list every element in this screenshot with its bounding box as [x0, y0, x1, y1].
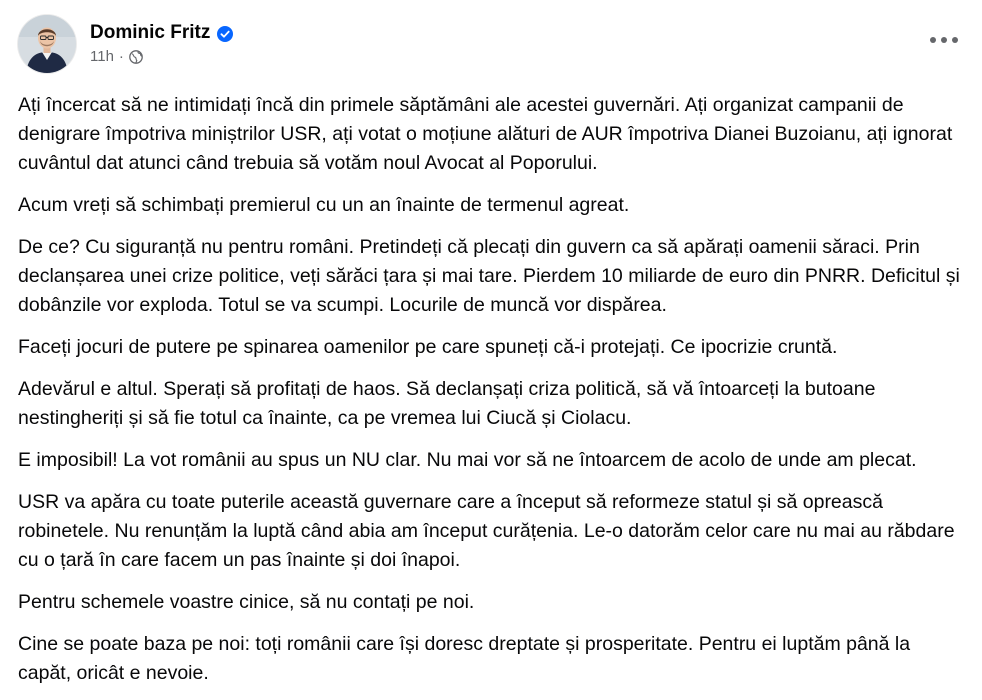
author-name-row	[90, 21, 233, 45]
post-paragraph: Cine se poate baza pe noi: toți românii care își doresc dreptate și prosperitate. Pentru ei luptăm până la capăt, oricât e nevoie.	[18, 633, 911, 684]
post-header	[18, 15, 233, 73]
post-paragraph: Adevărul e altul. Sperați să profitați de haos. Să declanșați criza politică, să vă întoarceți la butoane nestingheriți și să fie totul ca înainte, ca pe vremea lui Ciucă și Ciolacu.	[18, 378, 876, 429]
post-paragraph: Pentru schemele voastre cinice, să nu contați pe noi.	[18, 591, 475, 613]
post-subline	[90, 48, 233, 65]
author-avatar[interactable]	[18, 15, 76, 73]
more-dot	[952, 37, 958, 43]
post-paragraph: De ce? Cu siguranță nu pentru români. Pretindeți că plecați din guvern ca să apărați oamenii săraci. Prin declanșarea unei crize politice, veți sărăci țara și mai tare. Pierdem 10 miliarde de euro din PNRR. Deficitul și dobânzile vor exploda. Totul se va scumpi. Locurile de muncă vor dispărea.	[18, 236, 960, 316]
person-portrait-icon	[18, 15, 76, 73]
more-options-icon[interactable]	[930, 34, 958, 46]
verified-badge-icon	[217, 25, 233, 41]
post-meta	[90, 21, 233, 65]
post-paragraph: Faceți jocuri de putere pe spinarea oamenilor pe care spuneți că-i protejați. Ce ipocrizie cruntă.	[18, 336, 838, 358]
author-name[interactable]: Dominic Fritz	[90, 22, 211, 43]
post-timestamp[interactable]: 11h	[90, 48, 114, 65]
more-dot	[930, 37, 936, 43]
meta-separator: ·	[118, 48, 124, 65]
post-paragraph: USR va apăra cu toate puterile această guvernare care a început să reformeze statul și să oprească robinetele. Nu renunțăm la luptă când abia am început curățenia. Le-o datorăm celor care nu mai au răbdare cu o țară în care facem un pas înainte și doi înapoi.	[18, 491, 955, 571]
post-paragraph: E imposibil! La vot românii au spus un NU clar. Nu mai vor să ne întoarcem de acolo de unde am plecat.	[18, 449, 917, 471]
post-paragraph: Ați încercat să ne intimidați încă din primele săptămâni ale acestei guvernări. Ați organizat campanii de denigrare împotriva miniștrilor USR, ați votat o moțiune alături de AUR împotriva Dianei Buzoianu, ați ignorat cuvântul dat atunci când trebuia să votăm noul Avocat al Poporului.	[18, 94, 953, 174]
globe-icon[interactable]	[129, 50, 143, 64]
post-paragraph: Acum vreți să schimbați premierul cu un an înainte de termenul agreat.	[18, 194, 630, 216]
more-dot	[941, 37, 947, 43]
post-body	[18, 91, 968, 700]
